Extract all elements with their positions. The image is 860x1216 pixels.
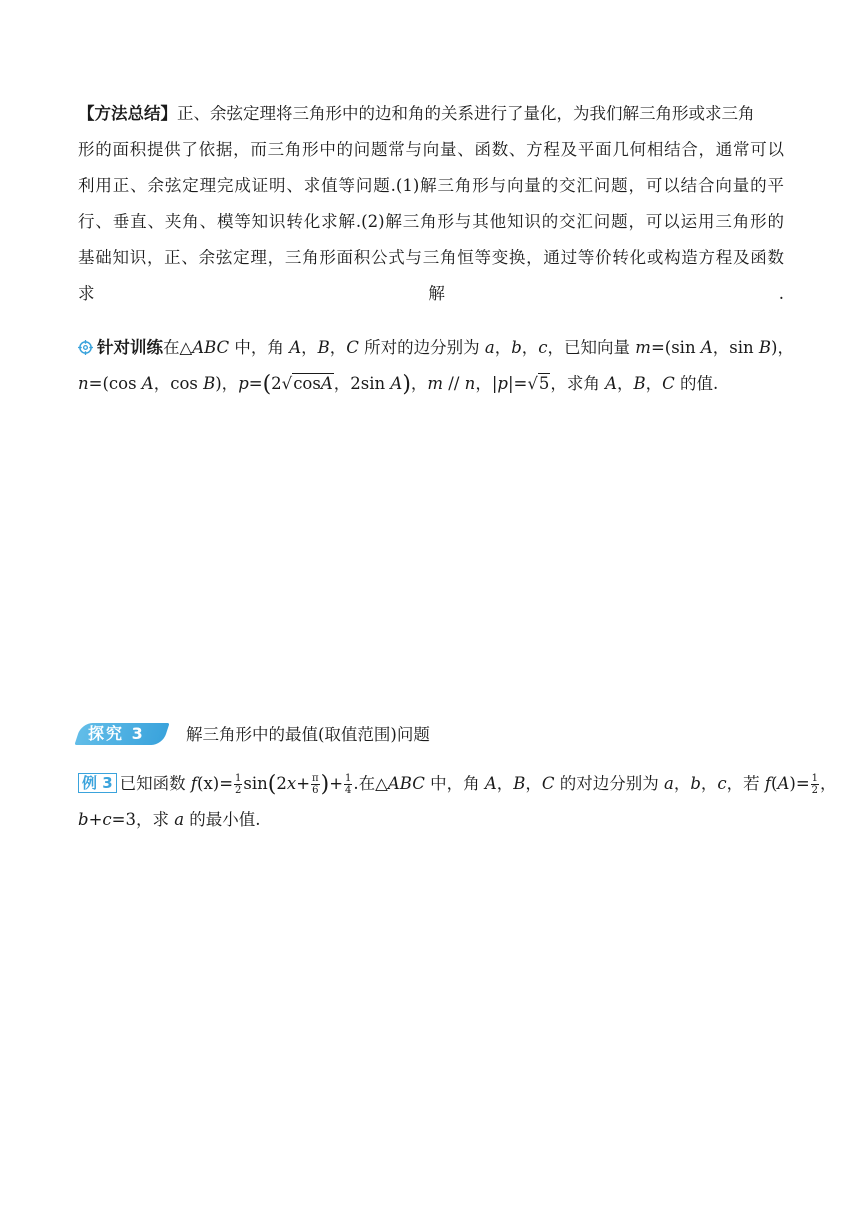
explore-tag: 探究 3	[88, 724, 145, 743]
explore-title: 解三角形中的最值(取值范围)问题	[186, 725, 430, 744]
summary-line-4: 行、垂直、夹角、模等知识转化求解.(2)解三角形与其他知识的交汇问题，可以运用三角形的	[78, 212, 784, 231]
sqrt-five: √5	[527, 374, 550, 393]
training-line-2: n=(cos A，cos B)，p=(2√cosA，2sin A)，m // n，|p|=√5，求角 A，B，C 的值.	[78, 366, 784, 402]
example-line-1: 例 3 已知函数 f(x)= $\frac{1}{2}$ sin(2x+ $\frac{\pi}{6}$ )+ $\frac{1}{4}$ .在△ABC 中，角 A，B，C 的对边分别为 a，b，c，若 f(A)= $\frac{1}{2}$ ，	[78, 766, 784, 802]
example-line-2: b+c=3，求 a 的最小值.	[78, 810, 261, 829]
summary-line-5: 基础知识，正、余弦定理，三角形面积公式与三角恒等变换，通过等价转化或构造方程及函数	[78, 248, 784, 267]
fraction-pi-six: $\frac{\pi}{6}$	[312, 773, 319, 796]
example-section	[78, 766, 837, 838]
fraction-quarter: $\frac{1}{4}$	[345, 773, 352, 796]
training-line-1: 针对训练在△ABC 中，角 A，B，C 所对的边分别为 a，b，c，已知向量 m=(sin A，sin B)，	[78, 330, 784, 366]
fraction-half: $\frac{1}{2}$	[235, 773, 242, 796]
summary-line-2: 形的面积提供了依据，而三角形中的问题常与向量、函数、方程及平面几何相结合，通常可以	[78, 140, 784, 159]
training-label: 针对训练	[97, 338, 163, 357]
summary-title: 【方法总结】	[78, 104, 177, 123]
summary-line-3: 利用正、余弦定理完成证明、求值等问题.(1)解三角形与向量的交汇问题，可以结合向量的平	[78, 176, 784, 195]
method-summary	[78, 96, 784, 312]
target-icon	[78, 340, 93, 355]
fraction-result-half: $\frac{1}{2}$	[811, 773, 819, 796]
explore-header	[78, 722, 784, 748]
sqrt-cosA: √cosA	[281, 374, 333, 393]
training-section	[78, 330, 794, 402]
example-tag: 例 3	[78, 773, 117, 793]
summary-line-1: 【方法总结】正、余弦定理将三角形中的边和角的关系进行了量化，为我们解三角形或求三角	[78, 104, 755, 123]
summary-line-6: 求解.	[78, 284, 784, 303]
